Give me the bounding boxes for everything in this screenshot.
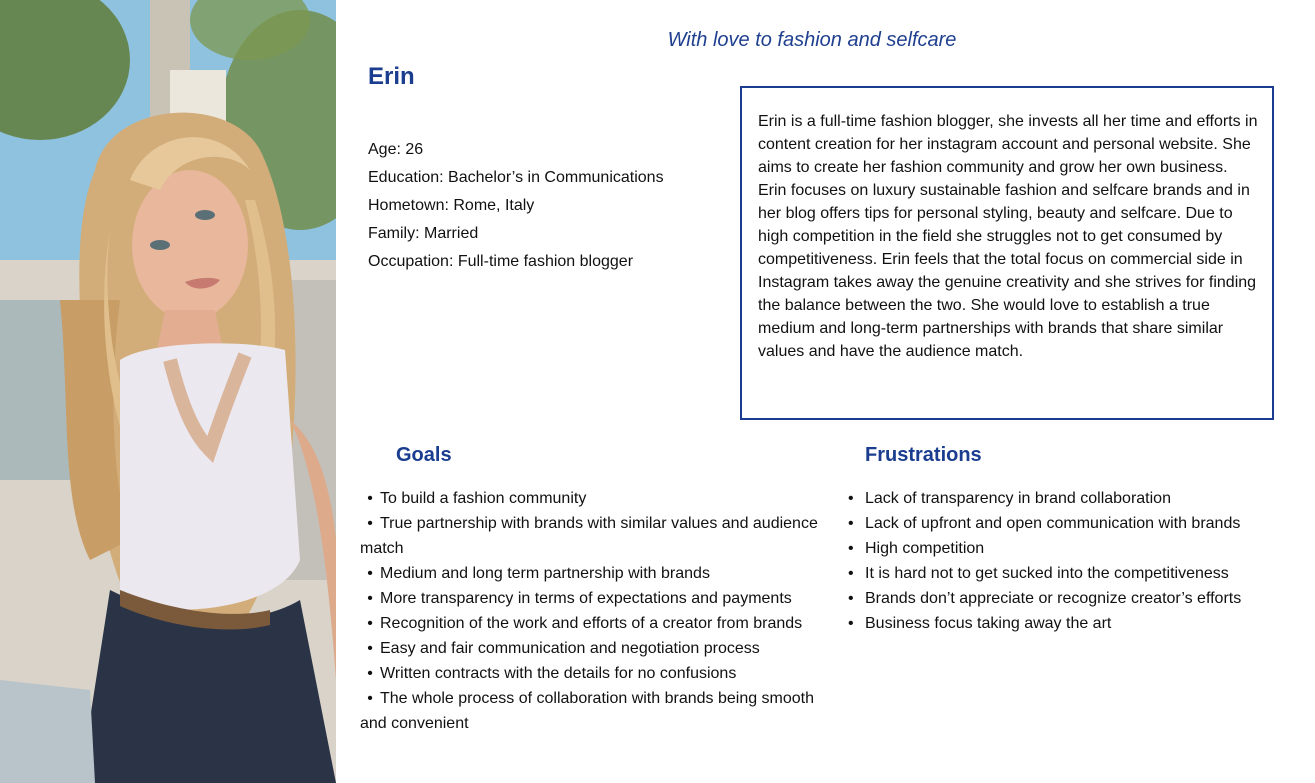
persona-photo bbox=[0, 0, 336, 783]
frustration-item: • High competition bbox=[848, 536, 1288, 561]
goals-title: Goals bbox=[396, 444, 452, 466]
bio-text: Erin is a full-time fashion blogger, she invests all her time and efforts in content creation for her instagram account and personal website. She aims to create her fashion community and grow her own business. Erin focuses on luxury sustainable fashion and selfcare brands and in her blog offers tips for personal styling, beauty and selfcare. Due to high competition in the field she struggles not to get consumed by competitiveness. Erin feels that the total focus on commercial side in Instagram takes away the genuine creativity and she strives for finding the balance between the two. She would love to establish a true medium and long-term partnerships with brands that share similar values and have the audience match. bbox=[758, 113, 1258, 360]
frustrations-list bbox=[848, 486, 1288, 636]
goal-item: • True partnership with brands with similar values and audience match bbox=[356, 511, 826, 561]
frustration-item: • Business focus taking away the art bbox=[848, 611, 1288, 636]
fact-hometown: Hometown: Rome, Italy bbox=[368, 197, 535, 214]
fact-education: Education: Bachelor’s in Communications bbox=[368, 169, 664, 186]
persona-facts bbox=[368, 136, 664, 276]
goal-item: • Medium and long term partnership with brands bbox=[356, 561, 826, 586]
goal-item: • More transparency in terms of expectations and payments bbox=[356, 586, 826, 611]
goal-item: • The whole process of collaboration with brands being smooth and convenient bbox=[356, 686, 826, 736]
tagline: With love to fashion and selfcare bbox=[667, 29, 957, 51]
frustration-item: • It is hard not to get sucked into the competitiveness bbox=[848, 561, 1288, 586]
frustration-item: • Brands don’t appreciate or recognize creator’s efforts bbox=[848, 586, 1288, 611]
persona-photo-illustration bbox=[0, 0, 336, 783]
frustration-item: • Lack of upfront and open communication with brands bbox=[848, 511, 1288, 536]
goals-list bbox=[356, 486, 826, 736]
frustrations-title: Frustrations bbox=[865, 444, 982, 466]
goal-item: • To build a fashion community bbox=[356, 486, 826, 511]
frustration-item: • Lack of transparency in brand collaboration bbox=[848, 486, 1288, 511]
persona-name: Erin bbox=[368, 63, 415, 90]
fact-occupation: Occupation: Full-time fashion blogger bbox=[368, 253, 634, 270]
bio-box bbox=[740, 86, 1274, 420]
goal-item: • Easy and fair communication and negotiation process bbox=[356, 636, 826, 661]
fact-age: Age: 26 bbox=[368, 141, 424, 158]
fact-family: Family: Married bbox=[368, 225, 479, 242]
goal-item: • Recognition of the work and efforts of a creator from brands bbox=[356, 611, 826, 636]
goal-item: • Written contracts with the details for no confusions bbox=[356, 661, 826, 686]
